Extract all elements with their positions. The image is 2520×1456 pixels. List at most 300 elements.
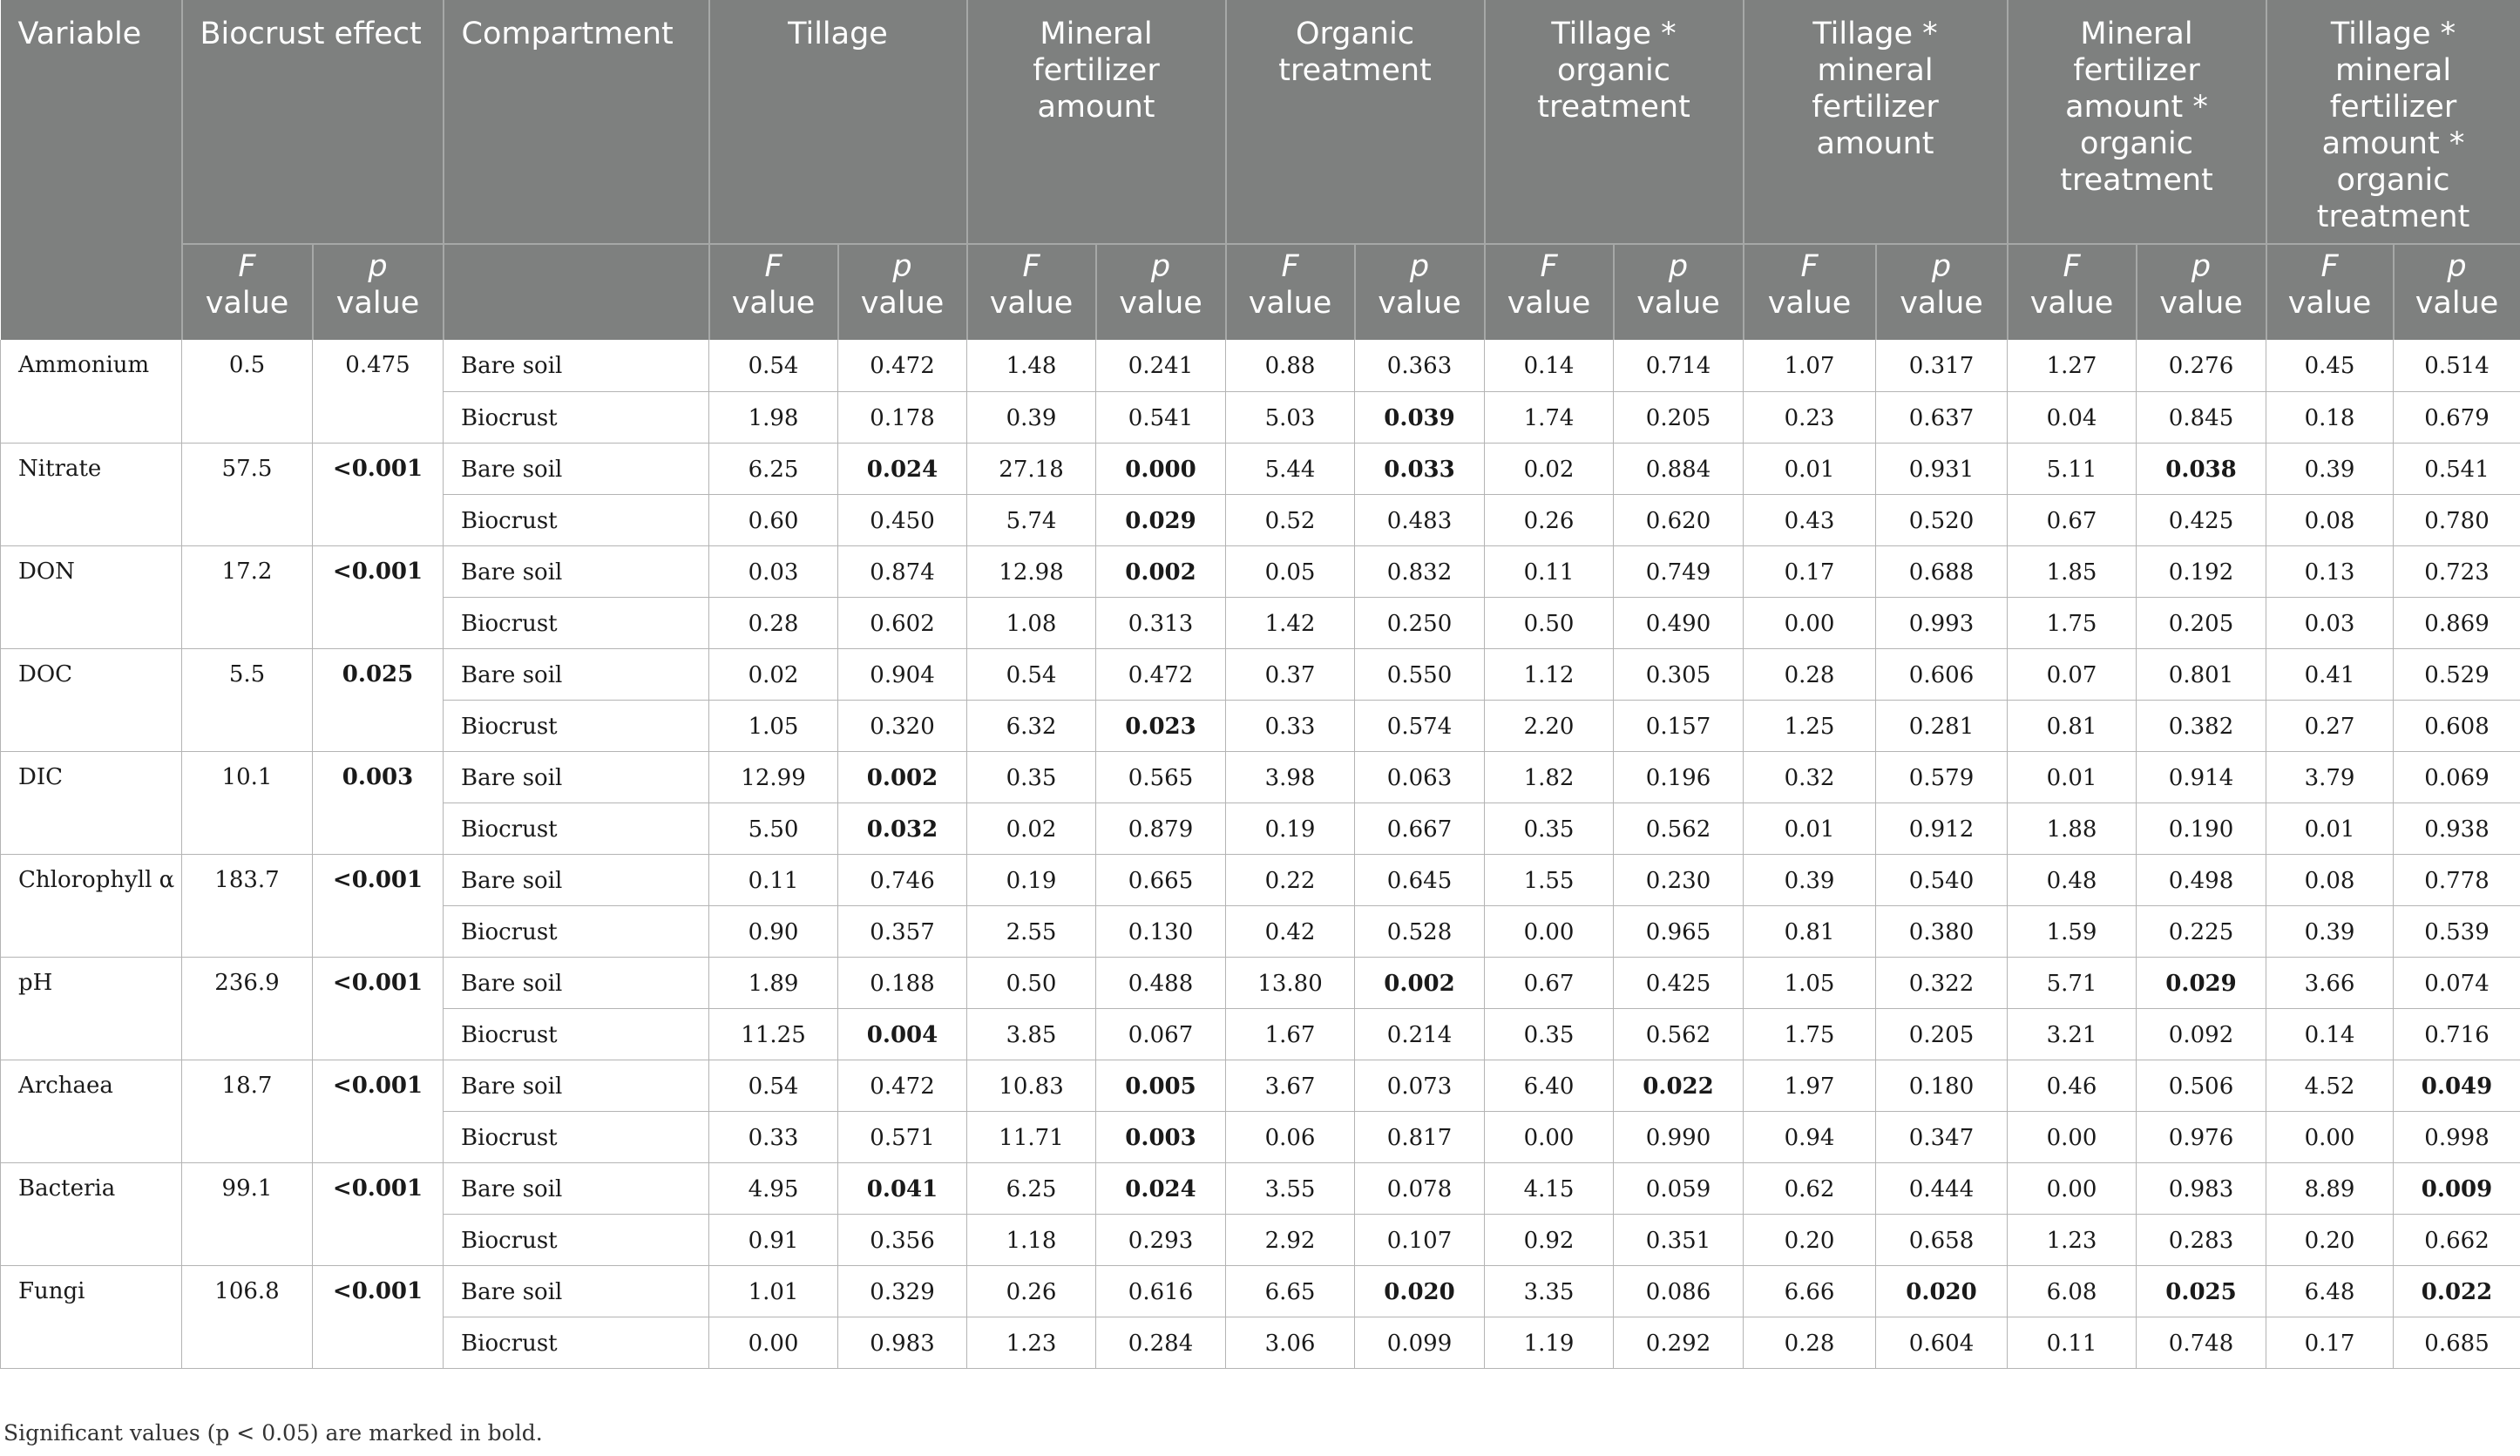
f-value-cell: 0.33 <box>709 1111 838 1162</box>
footnote: Significant values (p < 0.05) are marked in bold. <box>3 1420 543 1446</box>
p-value-cell: 0.039 <box>1355 391 1485 443</box>
f-value-cell: 0.03 <box>2266 597 2394 648</box>
f-value-cell: 0.00 <box>1485 905 1614 957</box>
p-value-cell: 0.130 <box>1096 905 1226 957</box>
f-value-cell: 3.35 <box>1485 1265 1614 1317</box>
f-value-cell: 3.79 <box>2266 751 2394 802</box>
p-value-cell: 0.637 <box>1876 391 2008 443</box>
variable-cell: Bacteria <box>1 1162 182 1265</box>
p-value-cell: 0.983 <box>2137 1162 2266 1214</box>
p-value-cell: 0.931 <box>1876 443 2008 494</box>
f-value-cell: 0.07 <box>2008 648 2137 700</box>
p-value-cell: 0.879 <box>1096 802 1226 854</box>
f-value-cell: 0.23 <box>1744 391 1876 443</box>
f-value-cell: 11.71 <box>967 1111 1096 1162</box>
f-value-cell: 0.28 <box>709 597 838 648</box>
f-value-cell: 0.27 <box>2266 700 2394 751</box>
p-value-cell: 0.778 <box>2394 854 2520 905</box>
header-factor-6 <box>2266 0 2520 244</box>
f-value-cell: 0.11 <box>2008 1317 2137 1368</box>
value-word: value <box>989 286 1074 321</box>
f-value-cell: 0.92 <box>1485 1214 1614 1265</box>
p-value-cell: 0.565 <box>1096 751 1226 802</box>
p-symbol: p <box>1931 249 1952 284</box>
biocrust-p-value: 0.003 <box>313 751 444 854</box>
biocrust-f-value: 106.8 <box>182 1265 313 1368</box>
p-value-cell: 0.059 <box>1614 1162 1744 1214</box>
f-value-cell: 0.91 <box>709 1214 838 1265</box>
biocrust-p-value: 0.025 <box>313 648 444 751</box>
table-row <box>1 957 2520 1008</box>
f-value-cell: 0.88 <box>1226 340 1355 391</box>
f-value-cell: 2.92 <box>1226 1214 1355 1265</box>
p-value-cell: 0.869 <box>2394 597 2520 648</box>
value-word: value <box>1507 286 1591 321</box>
f-value-cell: 1.75 <box>1744 1008 1876 1060</box>
f-value-cell: 0.60 <box>709 494 838 545</box>
f-value-cell: 5.50 <box>709 802 838 854</box>
value-word: value <box>1119 286 1202 321</box>
p-value-cell: 0.292 <box>1614 1317 1744 1368</box>
f-value-cell: 0.28 <box>1744 648 1876 700</box>
p-value-cell: 0.188 <box>838 957 967 1008</box>
f-value-cell: 5.44 <box>1226 443 1355 494</box>
f-value-cell: 0.67 <box>1485 957 1614 1008</box>
p-value-cell: 0.356 <box>838 1214 967 1265</box>
f-value-cell: 0.00 <box>2008 1111 2137 1162</box>
p-value-cell: 0.884 <box>1614 443 1744 494</box>
p-value-cell: 0.020 <box>1876 1265 2008 1317</box>
value-word: value <box>1248 286 1332 321</box>
p-value-cell: 0.688 <box>1876 545 2008 597</box>
f-value-cell: 3.21 <box>2008 1008 2137 1060</box>
p-value-cell: 0.425 <box>2137 494 2266 545</box>
header-factor-line: amount * <box>2065 90 2208 125</box>
value-word: value <box>1767 286 1852 321</box>
p-value-cell: 0.322 <box>1876 957 2008 1008</box>
variable-cell: Ammonium <box>1 340 182 443</box>
f-value-cell: 0.00 <box>2008 1162 2137 1214</box>
f-value-cell: 0.67 <box>2008 494 2137 545</box>
compartment-cell: Biocrust <box>444 391 709 443</box>
p-value-cell: 0.579 <box>1876 751 2008 802</box>
f-value-cell: 0.90 <box>709 905 838 957</box>
f-value-cell: 1.67 <box>1226 1008 1355 1060</box>
p-value-cell: 0.157 <box>1614 700 1744 751</box>
f-value-cell: 0.14 <box>1485 340 1614 391</box>
biocrust-p-value: <0.001 <box>313 854 444 957</box>
p-value-cell: 0.002 <box>838 751 967 802</box>
f-value-cell: 0.00 <box>1485 1111 1614 1162</box>
compartment-cell: Bare soil <box>444 1162 709 1214</box>
p-value-cell: 0.329 <box>838 1265 967 1317</box>
biocrust-p-value: <0.001 <box>313 443 444 545</box>
header-factor-3 <box>1485 0 1744 244</box>
p-value-header <box>1614 244 1744 340</box>
f-value-cell: 6.08 <box>2008 1265 2137 1317</box>
biocrust-p-value: 0.475 <box>313 340 444 443</box>
p-value-cell: 0.914 <box>2137 751 2266 802</box>
f-value-cell: 4.15 <box>1485 1162 1614 1214</box>
p-value-header <box>1355 244 1485 340</box>
header-factor-2 <box>1226 0 1485 244</box>
f-value-cell: 0.28 <box>1744 1317 1876 1368</box>
f-value-cell: 0.39 <box>967 391 1096 443</box>
compartment-cell: Bare soil <box>444 854 709 905</box>
compartment-cell: Biocrust <box>444 494 709 545</box>
f-value-cell: 3.66 <box>2266 957 2394 1008</box>
f-symbol: F <box>1281 249 1299 284</box>
p-value-cell: 0.190 <box>2137 802 2266 854</box>
f-value-cell: 1.97 <box>1744 1060 1876 1111</box>
p-value-cell: 0.000 <box>1096 443 1226 494</box>
p-value-cell: 0.025 <box>2137 1265 2266 1317</box>
f-value-cell: 6.48 <box>2266 1265 2394 1317</box>
header-variable: Variable <box>1 0 182 340</box>
compartment-cell: Bare soil <box>444 1265 709 1317</box>
p-value-cell: 0.178 <box>838 391 967 443</box>
table-row <box>1 854 2520 905</box>
f-value-cell: 0.11 <box>1485 545 1614 597</box>
f-value-cell: 6.25 <box>709 443 838 494</box>
f-value-cell: 0.17 <box>2266 1317 2394 1368</box>
p-value-header <box>1096 244 1226 340</box>
f-value-cell: 0.02 <box>709 648 838 700</box>
header-factor-line: fertilizer <box>1812 90 1939 125</box>
p-value-cell: 0.620 <box>1614 494 1744 545</box>
p-value-cell: 0.305 <box>1614 648 1744 700</box>
header-factor-line: fertilizer <box>1033 53 1160 88</box>
f-value-cell: 0.54 <box>709 340 838 391</box>
p-value-cell: 0.092 <box>2137 1008 2266 1060</box>
p-value-cell: 0.067 <box>1096 1008 1226 1060</box>
f-value-cell: 0.35 <box>1485 802 1614 854</box>
f-value-cell: 0.00 <box>2266 1111 2394 1162</box>
p-value-cell: 0.488 <box>1096 957 1226 1008</box>
p-value-cell: 0.284 <box>1096 1317 1226 1368</box>
p-symbol: p <box>1150 249 1171 284</box>
variable-cell: pH <box>1 957 182 1060</box>
f-value-header <box>1485 244 1614 340</box>
p-value-cell: 0.225 <box>2137 905 2266 957</box>
biocrust-p-value: <0.001 <box>313 957 444 1060</box>
compartment-cell: Biocrust <box>444 700 709 751</box>
f-value-cell: 1.89 <box>709 957 838 1008</box>
p-value-cell: 0.472 <box>838 340 967 391</box>
f-value-cell: 3.85 <box>967 1008 1096 1060</box>
p-value-cell: 0.041 <box>838 1162 967 1214</box>
f-value-cell: 0.35 <box>1485 1008 1614 1060</box>
header-factor-4 <box>1744 0 2008 244</box>
p-value-cell: 0.078 <box>1355 1162 1485 1214</box>
f-value-cell: 0.35 <box>967 751 1096 802</box>
variable-cell: Chlorophyll α <box>1 854 182 957</box>
header-factor-line: treatment <box>2316 200 2470 234</box>
p-value-header <box>2394 244 2520 340</box>
f-value-cell: 0.01 <box>2008 751 2137 802</box>
header-biocrust-effect: Biocrust effect <box>182 0 444 244</box>
p-value-cell: 0.685 <box>2394 1317 2520 1368</box>
header-factor-line: Mineral <box>1040 17 1153 51</box>
compartment-cell: Bare soil <box>444 443 709 494</box>
p-value-cell: 0.817 <box>1355 1111 1485 1162</box>
p-value-cell: 0.380 <box>1876 905 2008 957</box>
p-value-cell: 0.529 <box>2394 648 2520 700</box>
compartment-subheader <box>444 244 709 340</box>
header-factor-line: treatment <box>1537 90 1690 125</box>
p-value-cell: 0.616 <box>1096 1265 1226 1317</box>
p-value-cell: 0.205 <box>2137 597 2266 648</box>
f-value-cell: 12.99 <box>709 751 838 802</box>
p-value-cell: 0.192 <box>2137 545 2266 597</box>
f-value-cell: 1.55 <box>1485 854 1614 905</box>
header-factor-line: fertilizer <box>2329 90 2457 125</box>
p-symbol: p <box>1668 249 1689 284</box>
f-value-cell: 1.18 <box>967 1214 1096 1265</box>
f-value-cell: 0.02 <box>967 802 1096 854</box>
f-value-cell: 0.41 <box>2266 648 2394 700</box>
f-value-cell: 1.74 <box>1485 391 1614 443</box>
p-value-cell: 0.450 <box>838 494 967 545</box>
p-value-cell: 0.562 <box>1614 802 1744 854</box>
header-compartment: Compartment <box>444 0 709 244</box>
f-value-cell: 0.81 <box>2008 700 2137 751</box>
p-value-cell: 0.667 <box>1355 802 1485 854</box>
p-value-cell: 0.998 <box>2394 1111 2520 1162</box>
f-value-header <box>182 244 313 340</box>
header-factor-line: organic <box>1557 53 1671 88</box>
f-value-cell: 0.50 <box>967 957 1096 1008</box>
f-value-cell: 0.33 <box>1226 700 1355 751</box>
header-factor-line: Tillage * <box>1551 17 1677 51</box>
p-value-cell: 0.874 <box>838 545 967 597</box>
p-value-cell: 0.498 <box>2137 854 2266 905</box>
biocrust-f-value: 236.9 <box>182 957 313 1060</box>
value-word: value <box>2415 286 2499 321</box>
header-factor-0 <box>709 0 967 244</box>
f-value-cell: 0.06 <box>1226 1111 1355 1162</box>
f-value-cell: 0.18 <box>2266 391 2394 443</box>
p-value-cell: 0.540 <box>1876 854 2008 905</box>
f-value-header <box>967 244 1096 340</box>
f-value-cell: 0.14 <box>2266 1008 2394 1060</box>
p-value-cell: 0.571 <box>838 1111 967 1162</box>
f-value-cell: 0.05 <box>1226 545 1355 597</box>
value-word: value <box>205 286 289 321</box>
p-value-cell: 0.965 <box>1614 905 1744 957</box>
p-value-cell: 0.029 <box>1096 494 1226 545</box>
f-value-header <box>1744 244 1876 340</box>
f-value-cell: 0.00 <box>709 1317 838 1368</box>
p-value-cell: 0.746 <box>838 854 967 905</box>
f-value-cell: 0.08 <box>2266 854 2394 905</box>
f-value-cell: 0.19 <box>967 854 1096 905</box>
f-value-cell: 0.45 <box>2266 340 2394 391</box>
biocrust-f-value: 99.1 <box>182 1162 313 1265</box>
header-factor-line: fertilizer <box>2073 53 2200 88</box>
compartment-cell: Bare soil <box>444 545 709 597</box>
f-value-cell: 1.05 <box>1744 957 1876 1008</box>
p-value-cell: 0.180 <box>1876 1060 2008 1111</box>
f-value-cell: 3.55 <box>1226 1162 1355 1214</box>
f-value-cell: 0.37 <box>1226 648 1355 700</box>
header-factor-line: treatment <box>2060 163 2213 198</box>
f-value-cell: 2.20 <box>1485 700 1614 751</box>
f-value-header <box>1226 244 1355 340</box>
compartment-cell: Biocrust <box>444 1008 709 1060</box>
p-value-cell: 0.317 <box>1876 340 2008 391</box>
compartment-cell: Biocrust <box>444 905 709 957</box>
p-value-cell: 0.283 <box>2137 1214 2266 1265</box>
p-value-cell: 0.520 <box>1876 494 2008 545</box>
p-value-cell: 0.608 <box>2394 700 2520 751</box>
f-value-cell: 0.26 <box>1485 494 1614 545</box>
f-value-cell: 0.17 <box>1744 545 1876 597</box>
biocrust-p-value: <0.001 <box>313 1162 444 1265</box>
table-row <box>1 1060 2520 1111</box>
p-value-cell: 0.845 <box>2137 391 2266 443</box>
p-value-cell: 0.214 <box>1355 1008 1485 1060</box>
f-value-cell: 3.06 <box>1226 1317 1355 1368</box>
p-value-cell: 0.606 <box>1876 648 2008 700</box>
f-symbol: F <box>2320 249 2339 284</box>
f-value-cell: 0.13 <box>2266 545 2394 597</box>
p-value-cell: 0.714 <box>1614 340 1744 391</box>
f-value-cell: 10.83 <box>967 1060 1096 1111</box>
f-value-cell: 0.01 <box>1744 443 1876 494</box>
header-factor-line: mineral <box>1817 53 1934 88</box>
header-factor-5 <box>2008 0 2266 244</box>
p-value-cell: 0.604 <box>1876 1317 2008 1368</box>
p-value-cell: 0.281 <box>1876 700 2008 751</box>
variable-cell: DOC <box>1 648 182 751</box>
compartment-cell: Biocrust <box>444 597 709 648</box>
header-factor-line: Tillage * <box>1812 17 1938 51</box>
p-value-cell: 0.293 <box>1096 1214 1226 1265</box>
value-word: value <box>335 286 420 321</box>
f-value-cell: 5.74 <box>967 494 1096 545</box>
p-value-cell: 0.032 <box>838 802 967 854</box>
compartment-cell: Bare soil <box>444 1060 709 1111</box>
p-value-cell: 0.904 <box>838 648 967 700</box>
biocrust-f-value: 57.5 <box>182 443 313 545</box>
f-value-header <box>2008 244 2137 340</box>
p-value-cell: 0.780 <box>2394 494 2520 545</box>
p-symbol: p <box>2447 249 2467 284</box>
compartment-cell: Biocrust <box>444 1317 709 1368</box>
p-value-cell: 0.444 <box>1876 1162 2008 1214</box>
table-row <box>1 1265 2520 1317</box>
p-value-cell: 0.107 <box>1355 1214 1485 1265</box>
p-value-cell: 0.002 <box>1355 957 1485 1008</box>
f-value-cell: 0.48 <box>2008 854 2137 905</box>
header-factor-line: mineral <box>2334 53 2452 88</box>
f-value-cell: 5.03 <box>1226 391 1355 443</box>
f-value-cell: 1.82 <box>1485 751 1614 802</box>
f-value-cell: 0.22 <box>1226 854 1355 905</box>
variable-cell: Archaea <box>1 1060 182 1162</box>
variable-cell: Nitrate <box>1 443 182 545</box>
f-value-cell: 0.03 <box>709 545 838 597</box>
p-value-cell: 0.004 <box>838 1008 967 1060</box>
p-value-cell: 0.528 <box>1355 905 1485 957</box>
value-word: value <box>731 286 816 321</box>
f-value-cell: 0.26 <box>967 1265 1096 1317</box>
p-value-cell: 0.983 <box>838 1317 967 1368</box>
p-value-cell: 0.539 <box>2394 905 2520 957</box>
f-value-cell: 0.81 <box>1744 905 1876 957</box>
f-value-cell: 0.94 <box>1744 1111 1876 1162</box>
f-value-cell: 0.43 <box>1744 494 1876 545</box>
p-value-cell: 0.723 <box>2394 545 2520 597</box>
f-value-cell: 0.00 <box>1744 597 1876 648</box>
f-symbol: F <box>764 249 782 284</box>
biocrust-p-value: <0.001 <box>313 1265 444 1368</box>
f-value-cell: 0.42 <box>1226 905 1355 957</box>
f-value-cell: 1.59 <box>2008 905 2137 957</box>
f-value-cell: 0.32 <box>1744 751 1876 802</box>
p-value-cell: 0.049 <box>2394 1060 2520 1111</box>
f-value-cell: 1.08 <box>967 597 1096 648</box>
f-value-cell: 1.23 <box>2008 1214 2137 1265</box>
f-symbol: F <box>1540 249 1558 284</box>
f-value-cell: 0.20 <box>2266 1214 2394 1265</box>
f-value-cell: 6.66 <box>1744 1265 1876 1317</box>
p-value-cell: 0.363 <box>1355 340 1485 391</box>
p-value-cell: 0.993 <box>1876 597 2008 648</box>
f-value-cell: 1.12 <box>1485 648 1614 700</box>
biocrust-p-value: <0.001 <box>313 545 444 648</box>
p-value-cell: 0.024 <box>838 443 967 494</box>
p-value-cell: 0.351 <box>1614 1214 1744 1265</box>
header-factor-line: treatment <box>1278 53 1432 88</box>
p-value-cell: 0.241 <box>1096 340 1226 391</box>
f-value-cell: 1.48 <box>967 340 1096 391</box>
f-value-cell: 0.62 <box>1744 1162 1876 1214</box>
compartment-cell: Biocrust <box>444 1111 709 1162</box>
f-value-cell: 3.98 <box>1226 751 1355 802</box>
f-value-cell: 6.32 <box>967 700 1096 751</box>
p-value-cell: 0.313 <box>1096 597 1226 648</box>
f-value-cell: 0.46 <box>2008 1060 2137 1111</box>
p-value-cell: 0.541 <box>1096 391 1226 443</box>
p-value-cell: 0.679 <box>2394 391 2520 443</box>
f-value-cell: 1.07 <box>1744 340 1876 391</box>
p-value-cell: 0.086 <box>1614 1265 1744 1317</box>
f-value-cell: 0.01 <box>2266 802 2394 854</box>
f-value-cell: 0.02 <box>1485 443 1614 494</box>
p-value-cell: 0.250 <box>1355 597 1485 648</box>
p-value-cell: 0.069 <box>2394 751 2520 802</box>
value-word: value <box>2159 286 2243 321</box>
f-value-cell: 8.89 <box>2266 1162 2394 1214</box>
f-symbol: F <box>238 249 256 284</box>
compartment-cell: Bare soil <box>444 340 709 391</box>
p-value-cell: 0.749 <box>1614 545 1744 597</box>
f-value-cell: 27.18 <box>967 443 1096 494</box>
p-value-cell: 0.472 <box>838 1060 967 1111</box>
p-value-cell: 0.005 <box>1096 1060 1226 1111</box>
variable-cell: DON <box>1 545 182 648</box>
header-factor-line: amount <box>1037 90 1155 125</box>
p-value-cell: 0.073 <box>1355 1060 1485 1111</box>
p-value-cell: 0.022 <box>2394 1265 2520 1317</box>
table-row <box>1 648 2520 700</box>
f-value-cell: 0.08 <box>2266 494 2394 545</box>
f-value-cell: 1.23 <box>967 1317 1096 1368</box>
p-value-cell: 0.662 <box>2394 1214 2520 1265</box>
p-value-cell: 0.023 <box>1096 700 1226 751</box>
